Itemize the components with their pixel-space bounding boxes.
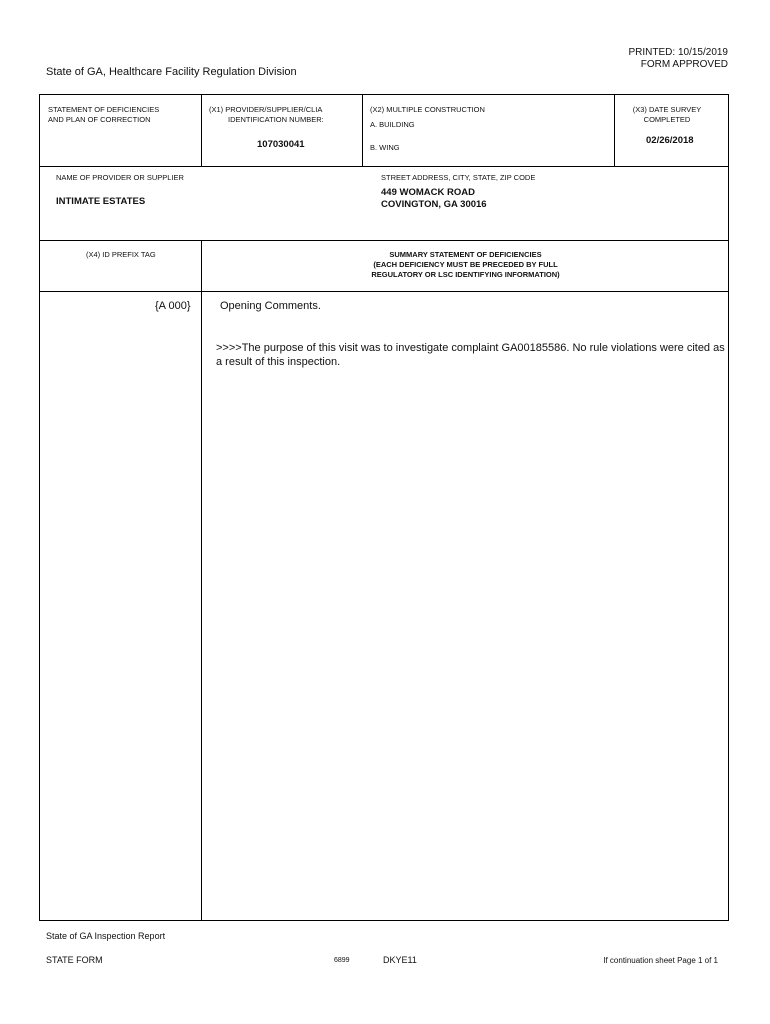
printed-header — [629, 47, 729, 71]
form-code: 6899 — [334, 957, 350, 964]
entry-text: >>>>The purpose of this visit was to investigate complaint GA00185586. No rule violations were cited as a result of this inspection. — [216, 342, 725, 368]
state-form-label: STATE FORM — [46, 955, 103, 965]
x2-building: A. BUILDING — [370, 120, 415, 129]
summary-header: SUMMARY STATEMENT OF DEFICIENCIES (EACH DEFICIENCY MUST BE PRECEDED BY FULL REGULATORY OR LSC IDENTIFYING INFORMATION) — [371, 250, 560, 279]
event-id: DKYE11 — [383, 955, 417, 965]
x3-label: (X3) DATE SURVEY COMPLETED — [632, 105, 702, 124]
address-line-2: COVINGTON, GA 30016 — [381, 199, 487, 210]
deficiency-tag: {A 000} — [155, 300, 191, 312]
x2-wing: B. WING — [370, 143, 400, 152]
x2-label: (X2) MULTIPLE CONSTRUCTION — [370, 105, 485, 114]
page-info: If continuation sheet Page 1 of 1 — [603, 956, 718, 965]
agency-title: State of GA, Healthcare Facility Regulation Division — [46, 66, 297, 78]
form-approved: FORM APPROVED — [640, 59, 728, 70]
divider-col-x1 — [201, 94, 202, 166]
x1-label: (X1) PROVIDER/SUPPLIER/CLIA IDENTIFICATION NUMBER: — [209, 105, 324, 124]
survey-date: 02/26/2018 — [646, 135, 694, 146]
form-frame — [39, 94, 729, 921]
statement-label: STATEMENT OF DEFICIENCIES AND PLAN OF CORRECTION — [48, 105, 160, 124]
entry-heading: Opening Comments. — [220, 300, 321, 312]
provider-id-number: 107030041 — [257, 139, 305, 150]
printed-date: PRINTED: 10/15/2019 — [628, 47, 728, 58]
divider-col-x3 — [614, 94, 615, 166]
divider-col-tag — [201, 240, 202, 921]
divider-col-x2 — [362, 94, 363, 166]
address-line-1: 449 WOMACK ROAD — [381, 187, 475, 198]
address-label: STREET ADDRESS, CITY, STATE, ZIP CODE — [381, 173, 536, 182]
provider-name-label: NAME OF PROVIDER OR SUPPLIER — [56, 173, 184, 182]
prefix-tag-label: (X4) ID PREFIX TAG — [86, 250, 156, 259]
divider-provider-row — [39, 240, 729, 241]
provider-name: INTIMATE ESTATES — [56, 196, 146, 207]
divider-summary-header — [39, 291, 729, 292]
inspection-report-label: State of GA Inspection Report — [46, 931, 166, 941]
divider-top-row — [39, 166, 729, 167]
